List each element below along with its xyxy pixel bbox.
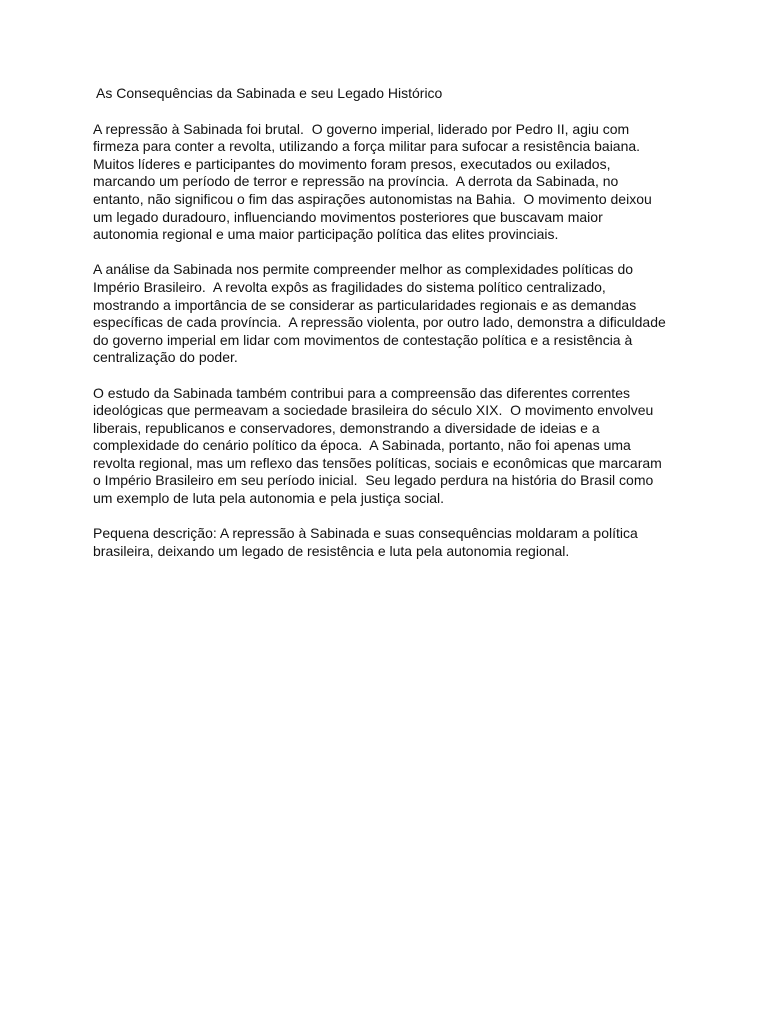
paragraph-line: A análise da Sabinada nos permite compreender melhor as complexidades políticas do [93, 261, 634, 278]
paragraph-analysis [93, 261, 693, 367]
paragraph-ideology [93, 385, 693, 508]
paragraph-line: A repressão à Sabinada foi brutal. O governo imperial, liderado por Pedro II, agiu com [93, 120, 630, 137]
paragraph-line: um exemplo de luta pela autonomia e pela justiça social. [93, 490, 444, 507]
paragraph-line: entanto, não significou o fim das aspirações autonomistas na Bahia. O movimento deixou [93, 190, 652, 207]
paragraph-line: revolta regional, mas um reflexo das tensões políticas, sociais e econômicas que marcaram [93, 454, 662, 471]
paragraph-line: liberais, republicanos e conservadores, demonstrando a diversidade de ideias e a [93, 419, 600, 436]
paragraph-line: o Império Brasileiro em seu período inicial. Seu legado perdura na história do Brasil como [93, 472, 654, 489]
paragraph-repression [93, 121, 693, 244]
paragraph-line: centralização do poder. [93, 349, 238, 366]
paragraph-line: O estudo da Sabinada também contribui para a compreensão das diferentes correntes [93, 384, 630, 401]
paragraph-line: autonomia regional e uma maior participação política das elites provinciais. [93, 226, 559, 243]
paragraph-summary [93, 525, 693, 560]
paragraph-line: um legado duradouro, influenciando movimentos posteriores que buscavam maior [93, 208, 603, 225]
paragraph-line: marcando um período de terror e repressão na província. A derrota da Sabinada, no [93, 173, 619, 190]
paragraph-line: Pequena descrição: A repressão à Sabinada e suas consequências moldaram a política [93, 525, 638, 542]
document-body [93, 85, 693, 578]
paragraph-line: específicas de cada província. A repressão violenta, por outro lado, demonstra a dificuldade [93, 314, 666, 331]
paragraph-line: do governo imperial em lidar com movimentos de contestação política e a resistência à [93, 331, 633, 348]
paragraph-line: Império Brasileiro. A revolta expôs as fragilidades do sistema político centralizado, [93, 278, 606, 295]
paragraph-line: ideológicas que permeavam a sociedade brasileira do século XIX. O movimento envolveu [93, 402, 654, 419]
paragraph-line: brasileira, deixando um legado de resistência e luta pela autonomia regional. [93, 542, 570, 559]
paragraph-line: Muitos líderes e participantes do movimento foram presos, executados ou exilados, [93, 155, 611, 172]
paragraph-line: firmeza para conter a revolta, utilizando a força militar para sufocar a resistência baiana. [93, 138, 641, 155]
document-title: As Consequências da Sabinada e seu Legado Histórico [96, 85, 443, 101]
paragraph-line: complexidade do cenário político da época. A Sabinada, portanto, não foi apenas uma [93, 437, 631, 454]
paragraph-line: mostrando a importância de se considerar as particularidades regionais e as demandas [93, 296, 637, 313]
